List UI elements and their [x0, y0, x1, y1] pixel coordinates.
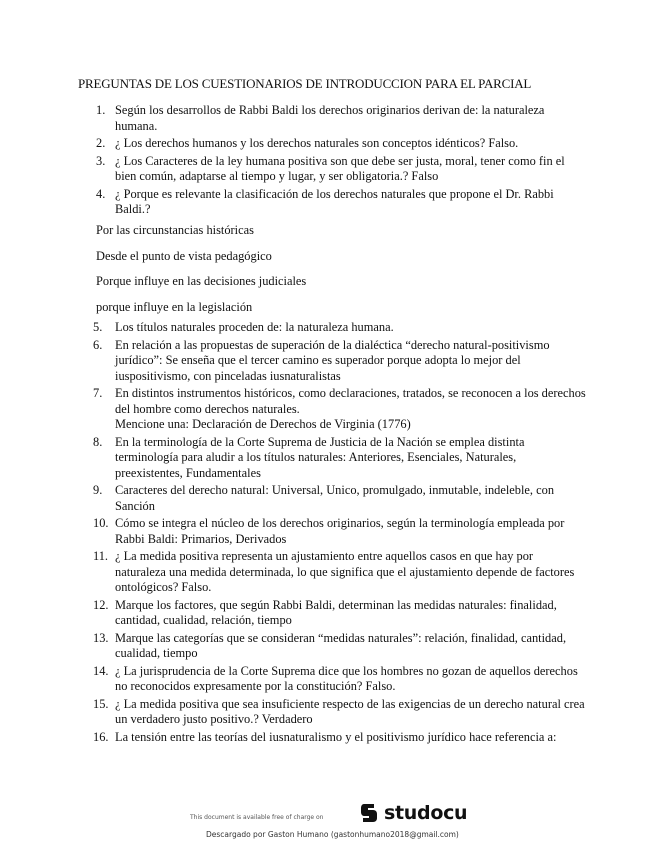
question-text: Caracteres del derecho natural: Universal, Unico, promulgado, inmutable, indeleble, con Sanción — [115, 483, 555, 513]
question-number: 16. — [93, 729, 109, 744]
question-text: ¿ Los derechos humanos y los derechos naturales son conceptos idénticos? Falso. — [115, 136, 519, 150]
question-text: ¿ Porque es relevante la clasificación de los derechos naturales que propone el Dr. Rabbi Baldi.? — [115, 186, 554, 216]
question-text: Los títulos naturales proceden de: la naturaleza humana. — [115, 320, 394, 334]
question-number: 7. — [93, 386, 103, 400]
question-number: 14. — [93, 663, 109, 678]
question-number: 11. — [93, 549, 109, 563]
question-number: 4. — [96, 186, 106, 201]
question-item — [93, 386, 586, 433]
question-number: 2. — [96, 136, 106, 150]
downloaded-by-notice: Descargado por Gaston Humano (gastonhumano2018@gmail.com) — [206, 830, 459, 839]
question-item — [96, 136, 586, 152]
question-item — [93, 434, 586, 482]
question-number: 15. — [93, 696, 109, 711]
question-text: ¿ La jurisprudencia de la Corte Suprema dice que los hombres no gozan de aquellos derechos no reconocidos expresamente por la constitución? Falso. — [115, 663, 578, 693]
question-number: 1. — [96, 103, 106, 117]
question-item — [96, 103, 586, 134]
question-number: 9. — [93, 483, 103, 497]
question-number: 10. — [93, 516, 109, 530]
answer-item: porque influye en la legislación — [96, 299, 253, 314]
question-extra-text: Mencione una: Declaración de Derechos de Virginia (1776) — [115, 417, 411, 431]
question-text: En la terminología de la Corte Suprema de Justicia de la Nación se emplea distinta terminología para aludir a los títulos naturales: Anteriores, Esenciales, Naturales, preexistentes, Fundamentales — [115, 434, 525, 480]
studocu-logo[interactable] — [357, 801, 467, 825]
question-item — [93, 696, 586, 728]
question-text: En distintos instrumentos históricos, como declaraciones, tratados, se reconocen a los derechos del hombre como derechos naturales. — [115, 386, 586, 416]
question-text: ¿ Los Caracteres de la ley humana positiva son que debe ser justa, moral, tener como fin el bien común, adaptarse al tiempo y lugar, y ser obligatoria.? Falso — [115, 153, 565, 183]
answer-list — [96, 223, 306, 325]
question-number: 13. — [93, 630, 109, 645]
question-number: 6. — [93, 337, 103, 352]
answer-item: Desde el punto de vista pedagógico — [96, 248, 272, 263]
question-text: En relación a las propuestas de superación de la dialéctica “derecho natural-positivismo jurídico”: Se enseña que el tercer camino es superador porque adopta lo mejor del iuspositivismo, con pinceladas iusnaturalistas — [115, 337, 550, 383]
question-text: Marque los factores, que según Rabbi Baldi, determinan las medidas naturales: finalidad, cantidad, cualidad, relación, tiempo — [115, 597, 557, 627]
question-item — [93, 729, 586, 746]
question-number: 12. — [93, 597, 109, 612]
question-text: Según los desarrollos de Rabbi Baldi los derechos originarios derivan de: la naturaleza humana. — [115, 103, 545, 133]
answer-item: Porque influye en las decisiones judiciales — [96, 274, 307, 288]
question-list-part2 — [93, 320, 586, 747]
question-number: 8. — [93, 434, 103, 449]
question-text: ¿ La medida positiva que sea insuficiente respecto de las exigencias de un derecho natural crea un verdadero justo positivo.? Verdadero — [115, 696, 585, 726]
studocu-brand-text: studocu — [384, 802, 468, 824]
question-item — [93, 337, 586, 385]
question-text: Marque las categorías que se consideran “medidas naturales”: relación, finalidad, cantidad, cualidad, tiempo — [115, 630, 567, 660]
question-number: 3. — [96, 153, 106, 168]
document-title: PREGUNTAS DE LOS CUESTIONARIOS DE INTRODUCCION PARA EL PARCIAL — [78, 76, 532, 91]
question-item — [93, 516, 586, 547]
question-text: ¿ La medida positiva representa un ajustamiento entre aquellos casos en que hay por naturaleza una medida determinada, lo que significa que el ajustamiento depende de factores ontológicos? Falso. — [115, 549, 575, 594]
question-item — [96, 187, 586, 218]
question-item — [93, 630, 586, 662]
question-item — [93, 549, 586, 596]
question-list-part1 — [96, 103, 586, 220]
answer-item: Por las circunstancias históricas — [96, 223, 254, 237]
question-item — [93, 483, 586, 514]
question-item — [96, 154, 586, 185]
studocu-icon — [357, 801, 381, 825]
question-item — [93, 663, 586, 695]
availability-notice: This document is available free of charge on — [190, 814, 324, 821]
question-text: La tensión entre las teorías del iusnaturalismo y el positivismo jurídico hace referencia a: — [115, 729, 557, 744]
question-item — [93, 597, 586, 629]
question-text: Cómo se integra el núcleo de los derechos originarios, según la terminología empleada por Rabbi Baldi: Primarios, Derivados — [115, 516, 565, 546]
question-number: 5. — [93, 320, 103, 334]
question-item — [93, 320, 586, 336]
